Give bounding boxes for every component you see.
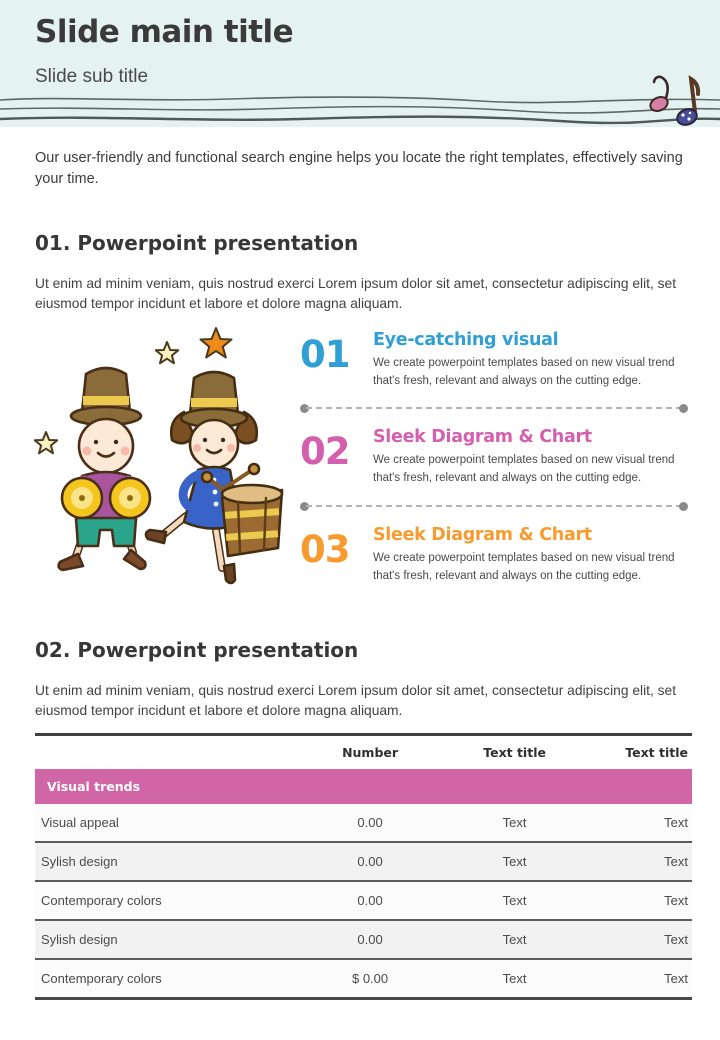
page-subtitle: Slide sub title — [35, 66, 149, 87]
feature-description: We create powerpoint templates based on new visual trend that's fresh, relevant and always on the cutting edge. — [373, 357, 675, 387]
feature-text — [373, 330, 691, 391]
row-number: 0.00 — [298, 881, 443, 920]
row-number: 0.00 — [298, 920, 443, 959]
column-header: Number — [298, 735, 443, 770]
dotted-separator — [300, 404, 688, 413]
group-header-label: Visual trends — [35, 769, 692, 804]
column-header — [35, 735, 298, 770]
table-row — [35, 842, 692, 881]
row-number: 0.00 — [298, 804, 443, 842]
row-text: Text — [442, 881, 587, 920]
feature-number: 01 — [300, 333, 350, 376]
row-number: 0.00 — [298, 842, 443, 881]
feature-text — [373, 427, 691, 488]
row-label: Sylish design — [35, 842, 298, 881]
table-header-row — [35, 735, 692, 770]
feature-list — [300, 326, 692, 592]
row-number: $ 0.00 — [298, 959, 443, 999]
feature-title: Eye-catching visual — [373, 330, 559, 350]
separator-dash — [306, 407, 682, 409]
separator-dot — [679, 404, 688, 413]
page-title: Slide main title — [35, 14, 294, 50]
dotted-separator — [300, 502, 688, 511]
table-row — [35, 920, 692, 959]
feature-title: Sleek Diagram & Chart — [373, 525, 592, 545]
column-header: Text title — [442, 735, 587, 770]
row-label: Contemporary colors — [35, 881, 298, 920]
row-text: Text — [587, 959, 692, 999]
trends-table — [35, 733, 692, 1000]
separator-dash — [306, 505, 682, 507]
row-text: Text — [442, 804, 587, 842]
row-text: Text — [587, 920, 692, 959]
table-row — [35, 959, 692, 999]
row-text: Text — [442, 842, 587, 881]
feature-description: We create powerpoint templates based on new visual trend that's fresh, relevant and always on the cutting edge. — [373, 552, 675, 582]
kids-marching-band-illustration — [26, 320, 290, 592]
table-row — [35, 881, 692, 920]
row-text: Text — [442, 920, 587, 959]
intro-paragraph: Our user-friendly and functional search engine helps you locate the right templates, effectively saving your time. — [35, 149, 683, 187]
section-1-body: Ut enim ad minim veniam, quis nostrud exerci Lorem ipsum dolor sit amet, consectetur adipiscing elit, set eiusmod tempor incidunt et labore et dolore magna aliquam. — [35, 275, 677, 311]
section-2-body: Ut enim ad minim veniam, quis nostrud exerci Lorem ipsum dolor sit amet, consectetur adipiscing elit, set eiusmod tempor incidunt et labore et dolore magna aliquam. — [35, 682, 677, 718]
feature-number: 03 — [300, 528, 350, 571]
trends-table-wrap — [35, 733, 692, 1000]
row-label: Sylish design — [35, 920, 298, 959]
table-row — [35, 804, 692, 842]
row-label: Visual appeal — [35, 804, 298, 842]
feature-number: 02 — [300, 430, 350, 473]
row-text: Text — [587, 881, 692, 920]
feature-item-2 — [300, 427, 692, 488]
section-1-heading: 01. Powerpoint presentation — [35, 231, 359, 255]
row-text: Text — [587, 804, 692, 842]
row-text: Text — [442, 959, 587, 999]
separator-dot — [679, 502, 688, 511]
row-text: Text — [587, 842, 692, 881]
music-notes-icon — [644, 70, 708, 130]
column-header: Text title — [587, 735, 692, 770]
slide-header — [0, 0, 720, 127]
feature-title: Sleek Diagram & Chart — [373, 427, 592, 447]
staff-lines-decoration — [0, 93, 720, 127]
feature-item-1 — [300, 330, 692, 391]
section-2-heading: 02. Powerpoint presentation — [35, 638, 359, 662]
feature-item-3 — [300, 525, 692, 586]
table-group-header-row — [35, 769, 692, 804]
feature-text — [373, 525, 691, 586]
feature-description: We create powerpoint templates based on new visual trend that's fresh, relevant and always on the cutting edge. — [373, 454, 675, 484]
row-label: Contemporary colors — [35, 959, 298, 999]
